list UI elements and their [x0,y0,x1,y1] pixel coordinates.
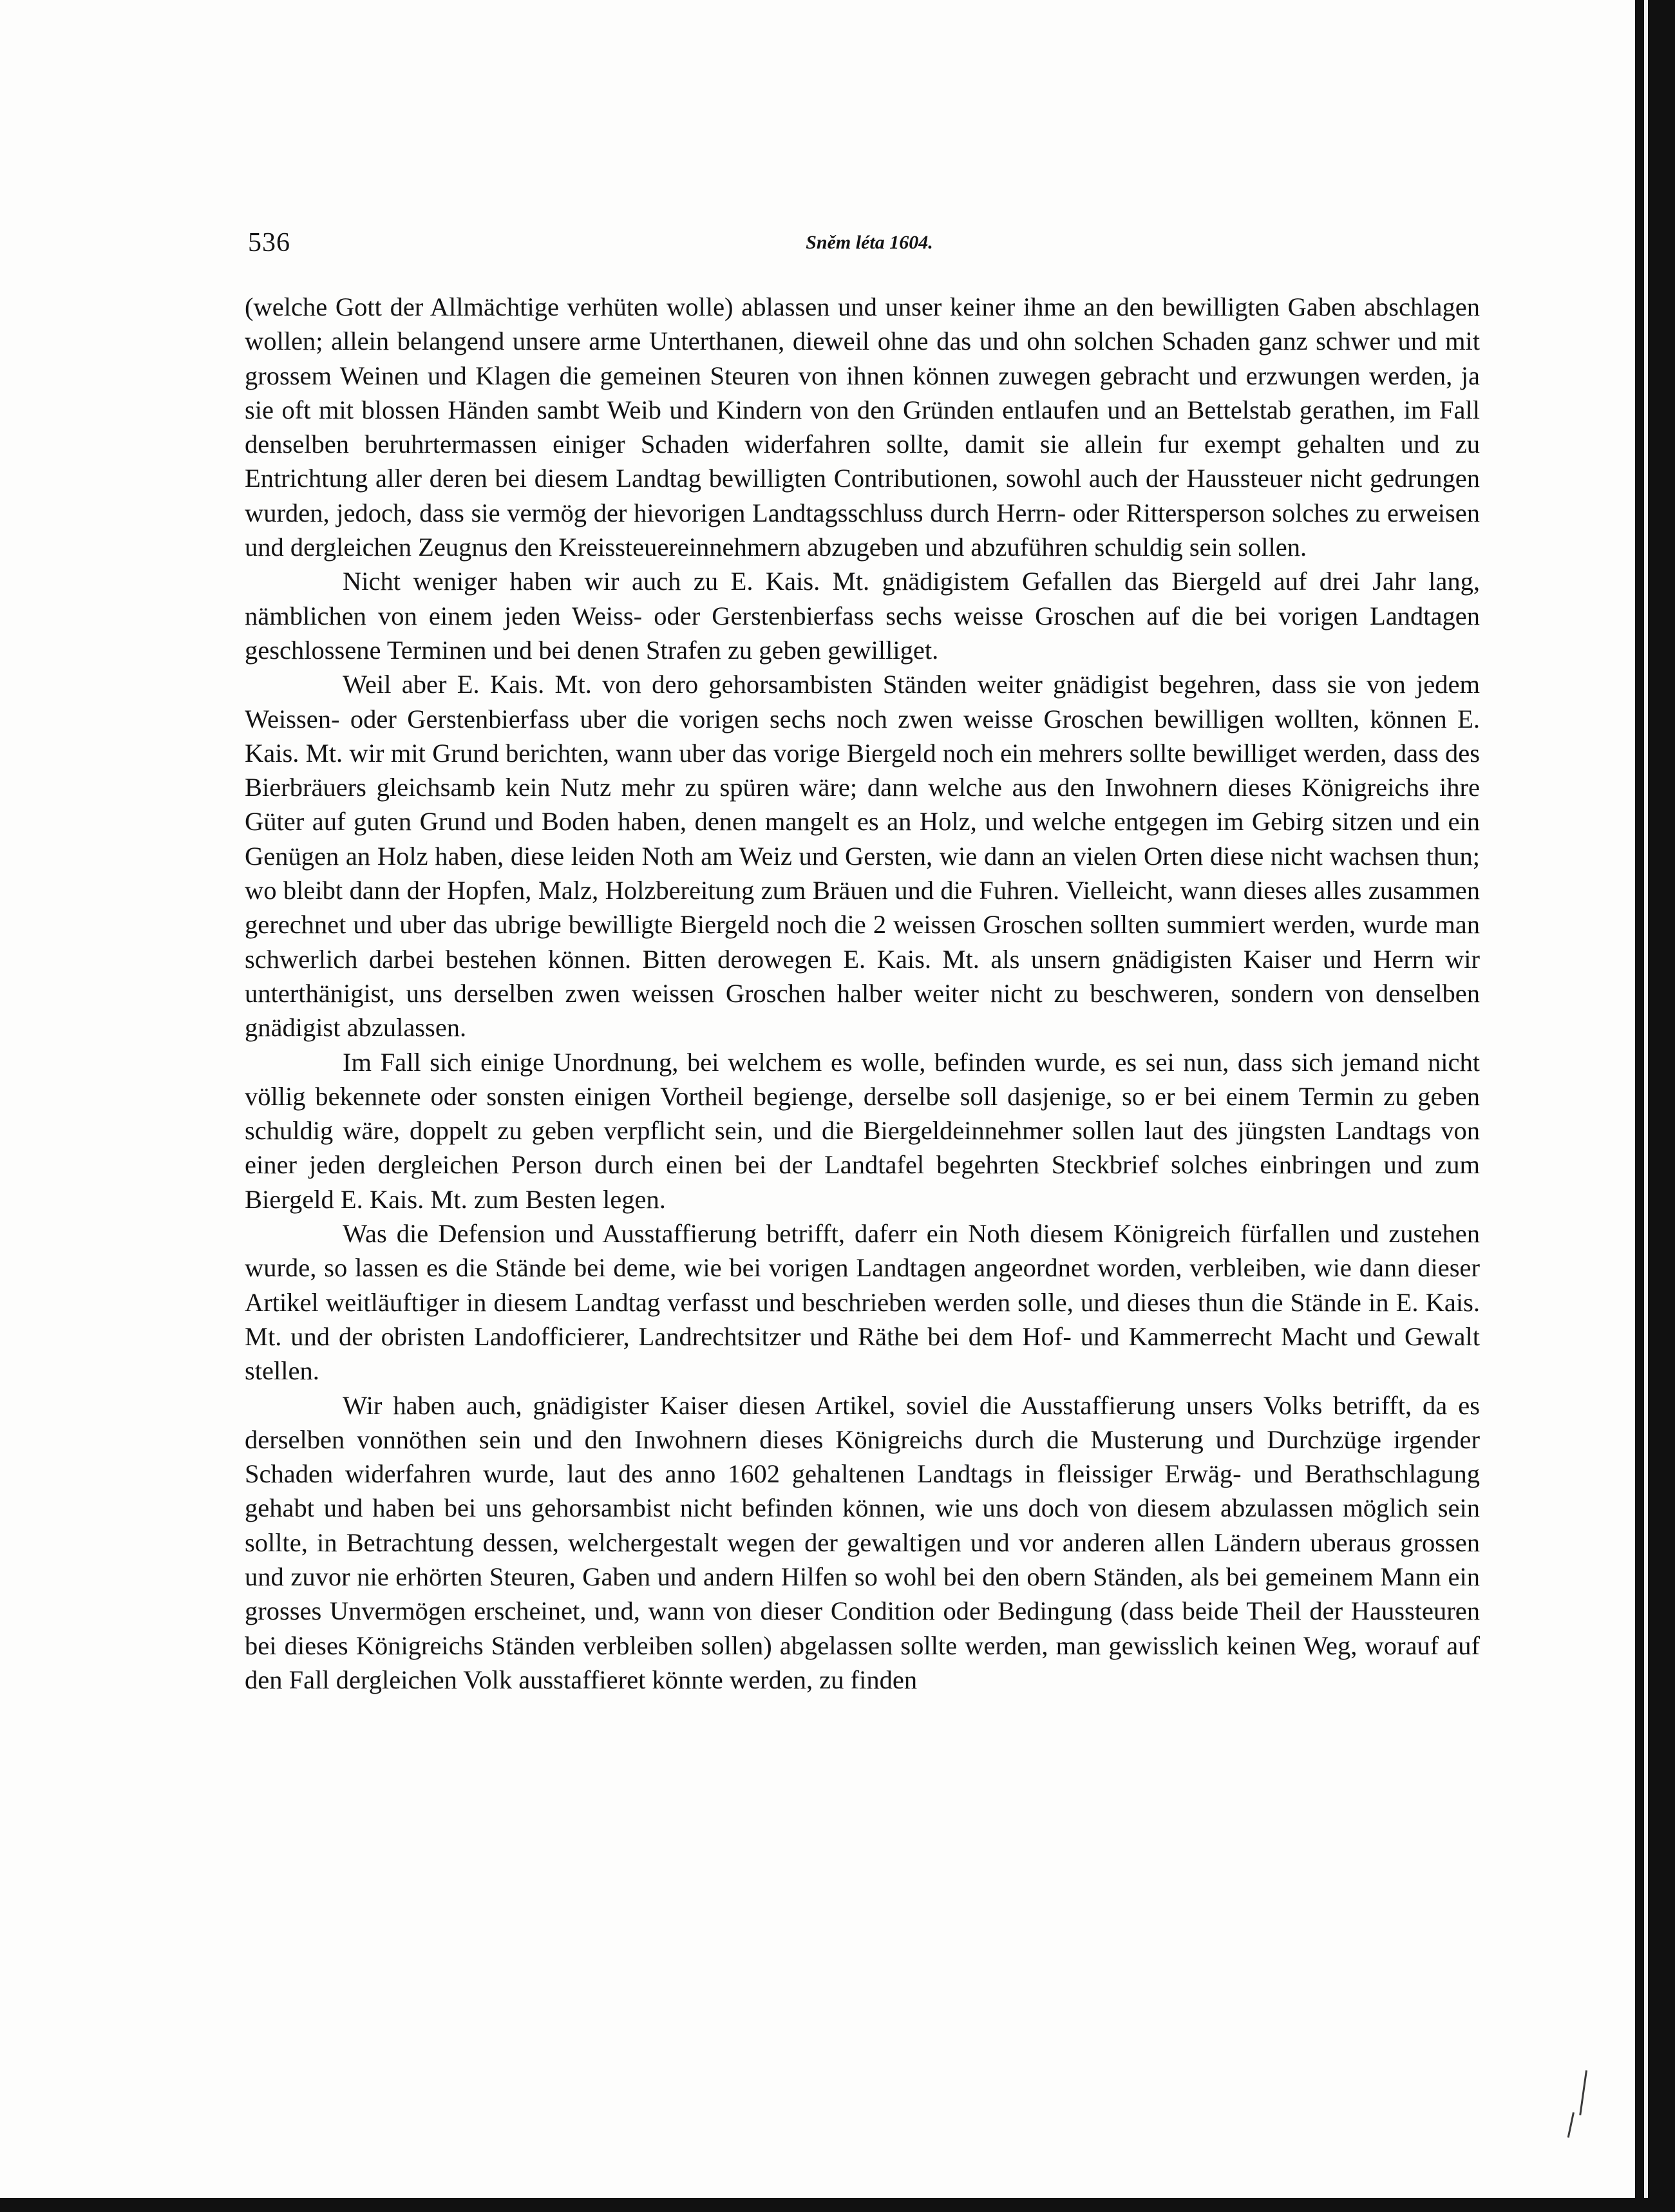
pencil-mark [1567,2112,1575,2138]
page-header [248,227,1491,259]
paragraph: Wir haben auch, gnädigister Kaiser diesen Artikel, soviel die Ausstaffierung unsers Volks betrifft, da es derselben vonnöthen sein und den Inwohnern dieses Königreichs durch die Musterung und Durchzüge irgender Schaden widerfahren wurde, laut des anno 1602 gehaltenen Landtags in fleissiger Erwäg- und Berathschlagung gehabt und haben bei uns gehorsambist nicht befinden können, wie uns doch von diesem abzulassen möglich sein sollte, in Betrachtung dessen, welchergestalt wegen der gewaltigen und vor anderen allen Ländern uberaus grossen und zuvor nie erhörten Steuren, Gaben und andern Hilfen so wohl bei den obern Ständen, als bei gemeinem Mann ein grosses Unvermögen erscheinet, und, wann von dieser Condition oder Bedingung (dass beide Theil der Haussteuren bei dieses Königreichs Ständen verbleiben sollen) abgelassen sollte werden, man gewisslich keinen Weg, worauf auf den Fall dergleichen Volk ausstaffieret könnte werden, zu finden [245,1390,1480,1694]
page-number: 536 [248,228,290,258]
scan-edge-bottom [0,2198,1675,2212]
paragraph: (welche Gott der Allmächtige verhüten wolle) ablassen und unser keiner ihme an den bewilligten Gaben abschlagen wollen; allein belangend unsere arme Unterthanen, dieweil ohne das und ohn solchen Schaden ganz schwer und mit grossem Weinen und Klagen die gemeinen Steuren von ihnen können zuwegen gebracht und erzwungen werden, ja sie oft mit blossen Händen sambt Weib und Kindern von den Gründen entlaufen und an Bettelstab gerathen, im Fall denselben beruhrtermassen einiger Schaden widerfahren sollte, damit sie allein fur exempt gehalten und zu Entrichtung aller deren bei diesem Landtag bewilligten Contributionen, sowohl auch der Haussteuer nicht gedrungen wurden, jedoch, dass sie vermög der hievorigen Landtagsschluss durch Herrn- oder Rittersperson solches zu erweisen und dergleichen Zeugnus den Kreissteuereinnehmern abzugeben und abzuführen schuldig sein sollen. [245,292,1480,562]
body-text [245,290,1480,1697]
scan-edge-right [1635,0,1675,2212]
paragraph: Was die Defension und Ausstaffierung betrifft, daferr ein Noth diesem Königreich fürfallen und zustehen wurde, so lassen es die Stände bei deme, wie bei vorigen Landtagen angeordnet worden, verbleiben, wie dann dieser Artikel weitläuftiger in diesem Landtag verfasst und beschrieben werden solle, und dieses thun die Stände in E. Kais. Mt. und der obristen Landofficierer, Landrechtsitzer und Räthe bei dem Hof- und Kammerrecht Macht und Gewalt stellen. [245,1219,1480,1386]
paragraph: Weil aber E. Kais. Mt. von dero gehorsambisten Ständen weiter gnädigist begehren, dass sie von jedem Weissen- oder Gerstenbierfass uber die vorigen sechs noch zwen weisse Groschen bewilligen wollten, können E. Kais. Mt. wir mit Grund berichten, wann uber das vorige Biergeld noch ein mehrers sollte bewilliget werden, dass des Bierbräuers gleichsamb kein Nutz mehr zu spüren wäre; dann welche aus den Inwohnern dieses Königreichs ihre Güter auf guten Grund und Boden haben, denen mangelt es an Holz, und welche entgegen im Gebirg sitzen und ein Genügen an Holz haben, diese leiden Noth am Weiz und Gersten, wie dann an vielen Orten diese nicht wachsen thun; wo bleibt dann der Hopfen, Malz, Holzbereitung zum Bräuen und die Fuhren. Vielleicht, wann dieses alles zusammen gerechnet und uber das ubrige bewilligte Biergeld noch die 2 weissen Groschen sollten summiert werden, wurde man schwerlich darbei bestehen können. Bitten derowegen E. Kais. Mt. als unsern gnädigisten Kaiser und Herrn wir unterthänigist, uns derselben zwen weissen Groschen halber weiter nicht zu beschweren, sondern von denselben gnädigist abzulassen. [245,670,1480,1043]
pencil-mark [1579,2070,1587,2115]
running-title: Sněm léta 1604. [806,232,933,253]
paragraph: Nicht weniger haben wir auch zu E. Kais. Mt. gnädigistem Gefallen das Biergeld auf drei Jahr lang, nämblichen von einem jeden Weiss- oder Gerstenbierfass sechs weisse Groschen auf die bei vorigen Landtagen geschlossene Terminen und bei denen Strafen zu geben gewilliget. [245,567,1480,665]
paragraph: Im Fall sich einige Unordnung, bei welchem es wolle, befinden wurde, es sei nun, dass sich jemand nicht völlig bekennete oder sonsten einigen Vortheil begienge, derselbe soll dasjenige, so er bei einem Termin zu geben schuldig wäre, doppelt zu geben verpflicht sein, und die Biergeldeinnehmer sollen laut des jüngsten Landtags von einer jeden dergleichen Person durch einen bei der Landtafel begehrten Steckbrief solches einbringen und zum Biergeld E. Kais. Mt. zum Besten legen. [245,1047,1480,1214]
